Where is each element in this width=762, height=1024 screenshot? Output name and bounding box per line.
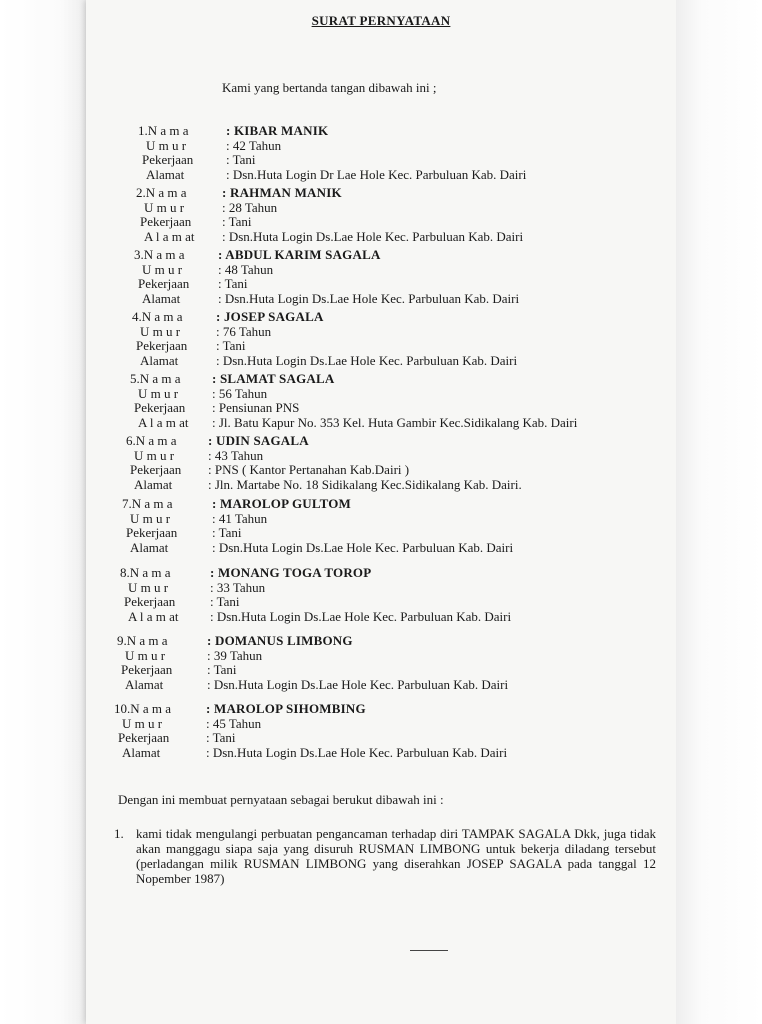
- person-number: 9.: [117, 633, 127, 648]
- person-number-and-name-label: [126, 434, 177, 449]
- address-label: A l a m at: [138, 414, 189, 430]
- person-number-and-name-label: [117, 634, 168, 649]
- person-pekerjaan-value: : Tani: [210, 594, 240, 609]
- age-label: U m u r: [134, 447, 175, 463]
- occupation-label: Pekerjaan: [138, 276, 190, 291]
- person-number-and-name-label: [120, 566, 171, 581]
- age-label: U m u r: [144, 199, 185, 215]
- name-label: N a m a: [135, 433, 177, 448]
- person-pekerjaan-value: : Tani: [216, 338, 246, 353]
- person-alamat-value: : Dsn.Huta Login Ds.Lae Hole Kec. Parbuluan Kab. Dairi: [206, 744, 508, 760]
- person-alamat-value: : Dsn.Huta Login Ds.Lae Hole Kec. Parbuluan Kab. Dairi: [212, 539, 514, 555]
- person-umur-value: : 76 Tahun: [216, 323, 272, 339]
- person-nama-value: : JOSEP SAGALA: [216, 309, 324, 324]
- person-umur-value: : 45 Tahun: [206, 715, 262, 731]
- person-number-and-name-label: [114, 702, 171, 717]
- address-label: Alamat: [125, 676, 164, 692]
- person-nama-value: : UDIN SAGALA: [208, 433, 309, 448]
- page-margin-right: [676, 0, 762, 1024]
- person-pekerjaan-value: : Tani: [222, 214, 252, 229]
- address-label: Alamat: [146, 166, 185, 182]
- person-number: 10.: [114, 701, 131, 716]
- name-label: N a m a: [139, 371, 181, 386]
- address-label: Alamat: [130, 539, 169, 555]
- person-umur-value: : 39 Tahun: [207, 647, 263, 663]
- person-pekerjaan-value: : Tani: [207, 662, 237, 677]
- person-number-and-name-label: [134, 248, 185, 263]
- person-alamat-value: : Dsn.Huta Login Dr Lae Hole Kec. Parbuluan Kab. Dairi: [226, 166, 527, 182]
- person-pekerjaan-value: : Tani: [206, 730, 236, 745]
- person-nama-value: : MAROLOP SIHOMBING: [206, 701, 366, 716]
- age-label: U m u r: [142, 261, 183, 277]
- person-number-and-name-label: [136, 186, 187, 201]
- person-number: 8.: [120, 565, 130, 580]
- age-label: U m u r: [146, 137, 187, 153]
- person-number: 3.: [134, 247, 144, 262]
- person-alamat-value: : Dsn.Huta Login Ds.Lae Hole Kec. Parbuluan Kab. Dairi: [222, 228, 524, 244]
- name-label: N a m a: [131, 496, 173, 511]
- occupation-label: Pekerjaan: [124, 594, 176, 609]
- person-nama-value: : DOMANUS LIMBONG: [207, 633, 353, 648]
- person-nama-value: : RAHMAN MANIK: [222, 185, 342, 200]
- person-pekerjaan-value: : Tani: [218, 276, 248, 291]
- person-nama-value: : MONANG TOGA TOROP: [210, 565, 372, 580]
- signature-dash: [410, 950, 448, 951]
- name-label: N a m a: [145, 185, 187, 200]
- address-label: A l a m at: [128, 608, 179, 624]
- occupation-label: Pekerjaan: [134, 400, 186, 415]
- occupation-label: Pekerjaan: [136, 338, 188, 353]
- person-nama-value: : MAROLOP GULTOM: [212, 496, 351, 511]
- person-number: 7.: [122, 496, 132, 511]
- person-number: 4.: [132, 309, 142, 324]
- person-umur-value: : 56 Tahun: [212, 385, 268, 401]
- person-alamat-value: : Jl. Batu Kapur No. 353 Kel. Huta Gambir Kec.Sidikalang Kab. Dairi: [212, 414, 578, 430]
- person-umur-value: : 28 Tahun: [222, 199, 278, 215]
- page-margin-left: [0, 0, 86, 1024]
- address-label: Alamat: [140, 352, 179, 368]
- name-label: N a m a: [147, 123, 189, 138]
- person-number-and-name-label: [132, 310, 183, 325]
- person-nama-value: : ABDUL KARIM SAGALA: [218, 247, 381, 262]
- person-umur-value: : 42 Tahun: [226, 137, 282, 153]
- person-nama-value: : SLAMAT SAGALA: [212, 371, 335, 386]
- person-number-and-name-label: [130, 372, 181, 387]
- age-label: U m u r: [122, 715, 163, 731]
- name-label: N a m a: [143, 247, 185, 262]
- person-alamat-value: : Dsn.Huta Login Ds.Lae Hole Kec. Parbuluan Kab. Dairi: [216, 352, 518, 368]
- occupation-label: Pekerjaan: [142, 152, 194, 167]
- person-number-and-name-label: [122, 497, 173, 512]
- person-pekerjaan-value: : Tani: [226, 152, 256, 167]
- age-label: U m u r: [138, 385, 179, 401]
- age-label: U m u r: [125, 647, 166, 663]
- occupation-label: Pekerjaan: [118, 730, 170, 745]
- person-umur-value: : 41 Tahun: [212, 510, 268, 526]
- person-alamat-value: : Jln. Martabe No. 18 Sidikalang Kec.Sidikalang Kab. Dairi.: [208, 476, 522, 492]
- name-label: N a m a: [141, 309, 183, 324]
- occupation-label: Pekerjaan: [140, 214, 192, 229]
- person-number: 2.: [136, 185, 146, 200]
- occupation-label: Pekerjaan: [121, 662, 173, 677]
- point-number: 1.: [114, 826, 124, 841]
- person-alamat-value: : Dsn.Huta Login Ds.Lae Hole Kec. Parbuluan Kab. Dairi: [218, 290, 520, 306]
- address-label: Alamat: [142, 290, 181, 306]
- closing-statement: Dengan ini membuat pernyataan sebagai berukut dibawah ini :: [118, 792, 444, 807]
- age-label: U m u r: [128, 579, 169, 595]
- address-label: A l a m at: [144, 228, 195, 244]
- name-label: N a m a: [129, 565, 171, 580]
- person-umur-value: : 48 Tahun: [218, 261, 274, 277]
- document-title: SURAT PERNYATAAN: [311, 13, 451, 28]
- name-label: N a m a: [126, 633, 168, 648]
- person-alamat-value: : Dsn.Huta Login Ds.Lae Hole Kec. Parbuluan Kab. Dairi: [210, 608, 512, 624]
- intro-text: Kami yang bertanda tangan dibawah ini ;: [222, 80, 437, 95]
- person-umur-value: : 33 Tahun: [210, 579, 266, 595]
- age-label: U m u r: [140, 323, 181, 339]
- person-pekerjaan-value: : PNS ( Kantor Pertanahan Kab.Dairi ): [208, 462, 410, 477]
- age-label: U m u r: [130, 510, 171, 526]
- occupation-label: Pekerjaan: [130, 462, 182, 477]
- person-pekerjaan-value: : Pensiunan PNS: [212, 400, 300, 415]
- address-label: Alamat: [134, 476, 173, 492]
- person-alamat-value: : Dsn.Huta Login Ds.Lae Hole Kec. Parbuluan Kab. Dairi: [207, 676, 509, 692]
- person-umur-value: : 43 Tahun: [208, 447, 264, 463]
- address-label: Alamat: [122, 744, 161, 760]
- name-label: N a m a: [130, 701, 172, 716]
- person-number: 1.: [138, 123, 148, 138]
- person-number-and-name-label: [138, 124, 189, 139]
- point-text: kami tidak mengulangi perbuatan pengancaman terhadap diri TAMPAK SAGALA Dkk, juga tidak akan manggagu siapa saja yang disuruh RUSMAN LIMBONG untuk bekerja diladang tersebut (perladangan milik RUSMAN LIMBONG yang diserahkan JOSEP SAGALA pada tanggal 12 Nopember 1987): [136, 826, 656, 886]
- person-pekerjaan-value: : Tani: [212, 525, 242, 540]
- person-nama-value: : KIBAR MANIK: [226, 123, 329, 138]
- occupation-label: Pekerjaan: [126, 525, 178, 540]
- person-number: 6.: [126, 433, 136, 448]
- person-number: 5.: [130, 371, 140, 386]
